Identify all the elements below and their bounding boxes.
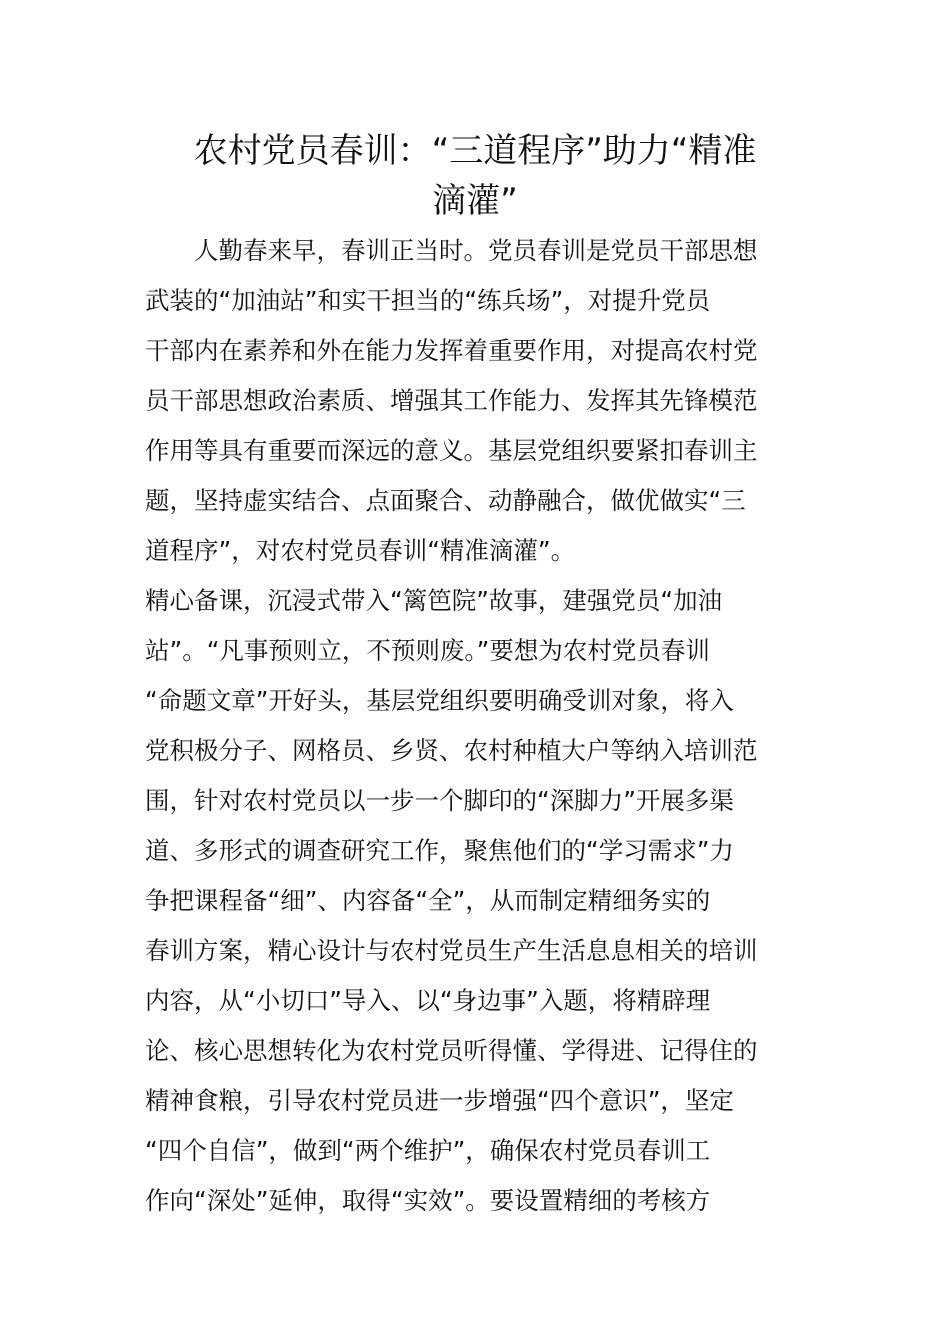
body-line-19: “四个自信”，做到“两个维护”，确保农村党员春训工 bbox=[145, 1136, 711, 1165]
body-line-4: 员干部思想政治素质、增强其工作能力、发挥其先锋模范 bbox=[145, 386, 758, 415]
body-line-8: 精心备课，沉浸式带入“篱笆院”故事，建强党员“加油 bbox=[145, 586, 723, 615]
body-line-5: 作用等具有重要而深远的意义。基层党组织要紧扣春训主 bbox=[145, 436, 758, 465]
body-line-18: 精神食粮，引导农村党员进一步增强“四个意识”，坚定 bbox=[145, 1086, 734, 1115]
body-line-11: 党积极分子、网格员、乡贤、农村种植大户等纳入培训范 bbox=[145, 736, 758, 765]
body-line-10: “命题文章”开好头，基层党组织要明确受训对象，将入 bbox=[145, 686, 734, 715]
document-title-line-1: 农村党员春训：“三道程序”助力“精准 bbox=[193, 131, 757, 171]
body-line-7: 道程序”，对农村党员春训“精准滴灌”。 bbox=[145, 536, 576, 565]
document-title-line-2: 滴灌” bbox=[432, 181, 518, 221]
body-line-6: 题，坚持虚实结合、点面聚合、动静融合，做优做实“三 bbox=[145, 486, 746, 515]
body-line-16: 内容，从“小切口”导入、以“身边事”入题，将精辟理 bbox=[145, 986, 711, 1015]
body-line-17: 论、核心思想转化为农村党员听得懂、学得进、记得住的 bbox=[145, 1036, 758, 1065]
body-line-3: 干部内在素养和外在能力发挥着重要作用，对提高农村党 bbox=[145, 336, 758, 365]
body-line-12: 围，针对农村党员以一步一个脚印的“深脚力”开展多渠 bbox=[145, 786, 734, 815]
body-line-1: 人勤春来早，春训正当时。党员春训是党员干部思想 bbox=[145, 236, 758, 265]
body-line-9: 站”。“凡事预则立，不预则废。”要想为农村党员春训 bbox=[145, 636, 710, 665]
body-line-14: 争把课程备“细”、内容备“全”，从而制定精细务实的 bbox=[145, 886, 711, 915]
body-line-2: 武装的“加油站”和实干担当的“练兵场”，对提升党员 bbox=[145, 286, 711, 315]
body-line-13: 道、多形式的调查研究工作，聚焦他们的“学习需求”力 bbox=[145, 836, 734, 865]
body-line-20: 作向“深处”延伸，取得“实效”。要设置精细的考核方 bbox=[145, 1186, 711, 1215]
body-line-15: 春训方案，精心设计与农村党员生产生活息息相关的培训 bbox=[145, 936, 758, 965]
